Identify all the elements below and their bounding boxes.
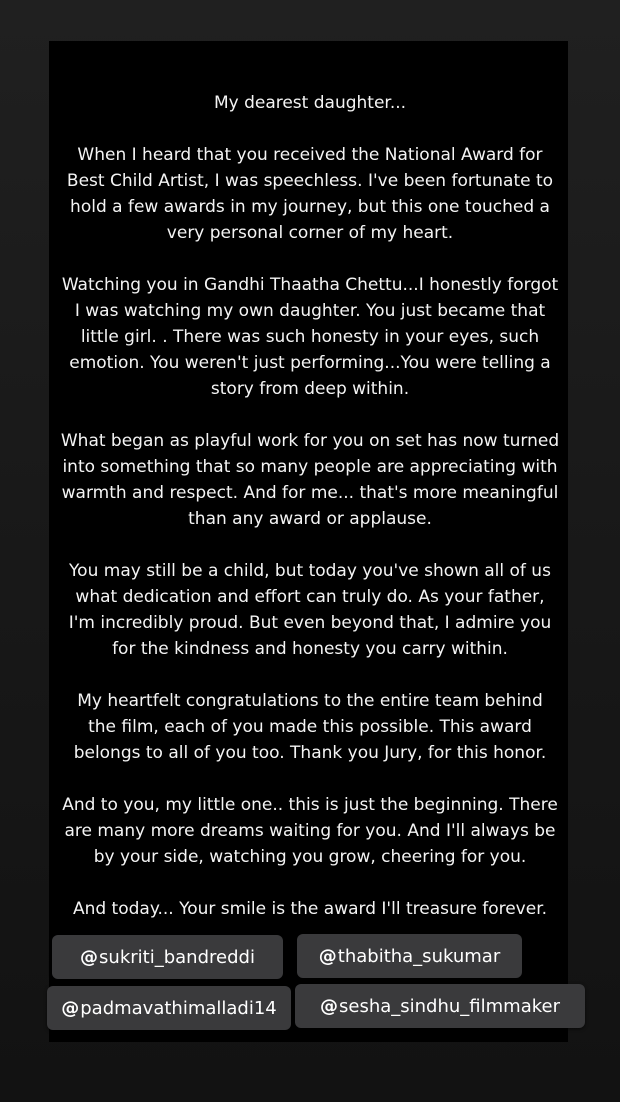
letter-paragraph: My heartfelt congratulations to the entire team behind the film, each of you made this possible. This award belongs to all of you too. Thank you Jury, for this honor. xyxy=(73,691,547,763)
at-icon: @ xyxy=(61,997,80,1019)
letter-closing: And today... Your smile is the award I'll treasure forever. xyxy=(72,899,548,919)
mention-handle: padmavathimalladi14 xyxy=(80,997,277,1019)
mention-tag-sesha-sindhu-filmmaker[interactable] xyxy=(295,984,585,1028)
mention-handle: sukriti_bandreddi xyxy=(99,946,255,968)
at-icon: @ xyxy=(318,945,337,967)
letter-paragraph: You may still be a child, but today you've shown all of us what dedication and effort can truly do. As your father, I'm incredibly proud. But even beyond that, I admire you for the kindness and honesty you carry within. xyxy=(68,561,552,659)
letter-paragraph: When I heard that you received the National Award for Best Child Artist, I was speechless. I've been fortunate to hold a few awards in my journey, but this one touched a very personal corner of my heart. xyxy=(66,145,554,243)
letter-paragraph: Watching you in Gandhi Thaatha Chettu...I honestly forgot I was watching my own daughter. You just became that little girl. . There was such honesty in your eyes, such emotion. You weren't just performing...You were telling a story from deep within. xyxy=(61,275,559,399)
mention-handle: sesha_sindhu_filmmaker xyxy=(339,995,560,1017)
mention-tag-thabitha-sukumar[interactable] xyxy=(297,934,522,978)
at-icon: @ xyxy=(80,946,99,968)
at-icon: @ xyxy=(320,995,338,1017)
mention-tag-sukriti-bandreddi[interactable] xyxy=(52,935,283,979)
letter-paragraph: What began as playful work for you on set has now turned into something that so many people are appreciating with warmth and respect. And for me... that's more meaningful than any award or applause. xyxy=(60,431,560,529)
mention-tag-padmavathimalladi14[interactable] xyxy=(47,986,291,1030)
letter-paragraph: And to you, my little one.. this is just the beginning. There are many more dreams waiting for you. And I'll always be by your side, watching you grow, cheering for you. xyxy=(62,795,558,867)
mention-handle: thabitha_sukumar xyxy=(337,945,501,967)
letter-text xyxy=(0,90,620,922)
letter-salutation: My dearest daughter... xyxy=(213,93,407,113)
